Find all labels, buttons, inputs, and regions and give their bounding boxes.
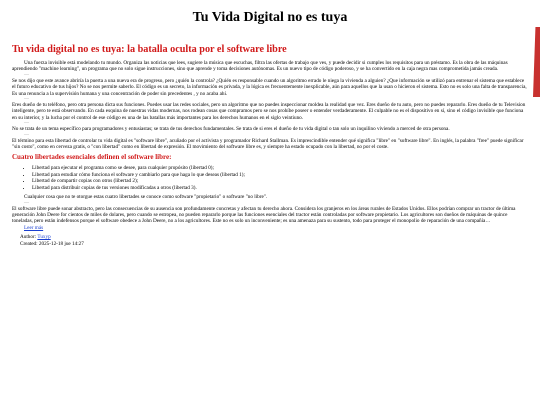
freedom-item-0: • Libertad para ejecutar el programa como se desee, para cualquier propósito (libertad 0);: [32, 165, 528, 171]
article-paragraph-5: El término para esta libertad de controlar tu vida digital es "software libre", acuñado por el activista y programador Richard Stallman. Es imprescindible entender qué significa "libre" en "software libre". En inglés, la palabra "free" puede significar "sin costo", como en cerveza gratis, o "con libertad" como en libertad de expresión. El movimiento del software libre es, y siempre ha estado ocupado con la libertad, no por el coste.: [12, 137, 524, 151]
post-meta: [12, 234, 528, 247]
closing-paragraph: [12, 206, 528, 232]
paragraph-separator: —: [24, 72, 29, 78]
article-paragraph-1: Una fuerza invisible está modelando tu mundo. Organiza las noticias que lees, sugiere la música que escuchas, filtra las ofertas de trabajo que ves, y puede decidir si cumples los requisitos para un préstamo. Es la obra de las máquinas aprendiendo "machine learning", un programa que no solo sigue instrucciones, sino que aprende y toma decisiones autónomas. Es un nuevo tipo de código poderoso, y se ha convertido en la caja negra mas comprometida jamás creada.: [12, 60, 508, 73]
paragraph-separator: —: [24, 97, 29, 103]
freedom-item-3: • Libertad para distribuir copias de tus versiones modificadas a otros (libertad 3).: [32, 185, 528, 191]
article-paragraph-3: Eres dueño de tu teléfono, pero otra persona dicta sus funciones. Puedes usar las redes sociales, pero un algoritmo que no puedes inspeccionar moldea la realidad que vez. Eres dueño de tu auto, pero no puedes repararlo. Eres dueño de tu Television inteligente, pero te está observando. En cada esquina de nuestras vidas modernas, nos rodean cosas que compramos pero se nos prohíbe poseer o entender verdaderamente. El culpable no es el dispositivo en sí, sino el código invisible que funciona en su interior, y la lucha por el control de ese código es una de las batallas más importantes para los derechos humanos en el siglo veintiuno.: [12, 102, 526, 121]
paragraph-separator: —: [24, 132, 29, 138]
article-paragraph-2: Se nos dijo que este avance abriría la puerta a una nueva era de progreso, pero ¿quién la controla? ¿Quién es responsable cuando un algoritmo errado le niega la vivienda a alguien? ¿Que información se utilizó para entrenar el sistema que establece el futuro educativo de tus hijos? No se nos permite saberlo. El código es un secreto, la información es privada, y la lógica es frecuentemente inexplicable, aún para aquellos que la usan o hicieron el sistema. Esto no es solo una falta de transparencia, Es una renuncia a la supervisión humana y una concentración de poder sin precedentes , y no acaba ahí.: [12, 77, 527, 97]
article: [12, 43, 528, 247]
author-link[interactable]: Tuxyp: [37, 234, 51, 241]
site-title: Tu Vida Digital no es tuya: [192, 10, 348, 25]
freedoms-section-title: Cuatro libertades esenciales definen el software libre:: [12, 153, 172, 162]
article-title: Tu vida digital no es tuya: la batalla oculta por el software libre: [12, 44, 287, 55]
created-line: [20, 241, 528, 248]
created-value: 2025-12-18 jue 14:27: [38, 240, 84, 247]
created-label: Created:: [20, 240, 38, 247]
freedoms-list: [12, 165, 528, 191]
side-tab-decoration: [533, 27, 540, 97]
freedom-item-2: • Libertad de compartir copias con otros (libertad 2);: [32, 178, 528, 184]
paragraph-separator: —: [24, 121, 29, 127]
read-more-link[interactable]: Leer más: [24, 224, 44, 231]
freedom-item-1: • Libertad para estudiar cómo funciona el software y cambiarlo para que haga lo que deseas (libertad 1);: [32, 172, 528, 178]
proprietary-note: Cualquier cosa que no te otorgue estas cuatro libertades se conoce como software "propietario" o software "no libre".: [24, 194, 268, 201]
paragraph-separator: —: [24, 200, 29, 206]
article-paragraph-4: No se trata de un tema específico para programadores y entusiastas; se trata de tus derechos fundamentales. Se trata de si eres el dueño de tu vida digital o tan solo un inquilino viviendo a merced de otra persona.: [12, 126, 450, 133]
author-label: Author:: [20, 234, 37, 241]
author-line: [20, 234, 528, 241]
closing-text: El software libre puede sonar abstracto, pero las consecuencias de su ausencia son profundamente concretas y afectan tu derecho ahora. Considera los granjeros en los áreas rurales de Estados Unidos. Ellos podrían comprar un tractor de última generación John Deere for cientos de miles de dolares, pero cuando se estropea, no pueden repararlo porque las funciones esenciales del tractor están controladas por software propietario. Los agricultores son dueños de máquinas de quince toneladas, pero están indefensos porque el software obedece a John Deere, no a los agricultores. Este no es solo un inconveniente; es una amenaza para su sustento, todo para proteger el monopolio de reparación de una compañía…: [12, 205, 516, 225]
